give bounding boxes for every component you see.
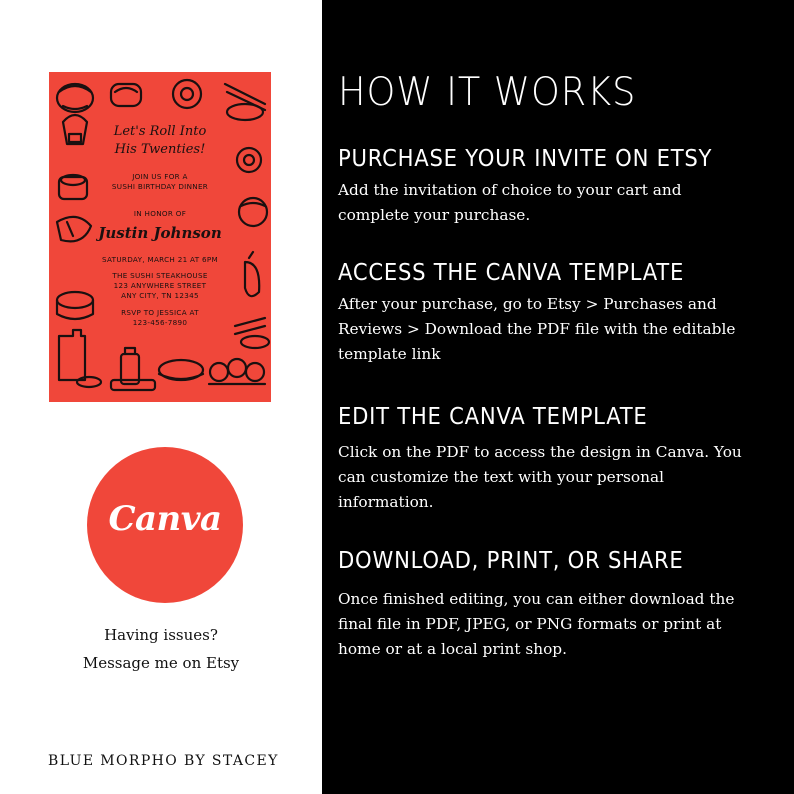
brand-name: BLUE MORPHO BY STACEY (48, 753, 279, 769)
invitation-venue: THE SUSHI STEAKHOUSE (112, 271, 208, 280)
step-3-title: EDIT THE CANVA TEMPLATE (338, 404, 648, 430)
invitation-address2: ANY CITY, TN 12345 (121, 291, 199, 300)
step-4-title: DOWNLOAD, PRINT, OR SHARE (338, 548, 684, 574)
invitation-join-line1: JOIN US FOR A (132, 172, 188, 181)
invitation-title-line1: Let's Roll Into (113, 124, 207, 139)
step-2-title: ACCESS THE CANVA TEMPLATE (338, 260, 685, 286)
help-line-1: Having issues? (104, 626, 218, 644)
invitation-title-line2: His Twenties! (114, 142, 206, 157)
step-3-description: Click on the PDF to access the design in Canva. You can customize the text with your personal information. (338, 443, 742, 511)
instructions-panel (322, 0, 794, 794)
step-4-description: Once finished editing, you can either download the final file in PDF, JPEG, or PNG formats or print at home or at a local print shop. (338, 590, 735, 658)
step-1-title: PURCHASE YOUR INVITE ON ETSY (338, 146, 713, 172)
invitation-preview (49, 72, 271, 402)
invitation-honor: IN HONOR OF (133, 209, 187, 218)
canva-logo-badge (87, 447, 243, 603)
step-1-description: Add the invitation of choice to your cart and complete your purchase. (338, 181, 682, 224)
step-2-description: After your purchase, go to Etsy > Purchases and Reviews > Download the PDF file with the editable template link (338, 295, 736, 363)
page-title: HOW IT WORKS (338, 70, 637, 115)
invitation-date: SATURDAY, MARCH 21 AT 6PM (102, 255, 218, 264)
help-line-2: Message me on Etsy (82, 654, 240, 672)
left-panel (0, 0, 322, 794)
invitation-rsvp: RSVP TO JESSICA AT (121, 308, 199, 317)
canva-logo-text: Canva (108, 499, 222, 539)
invitation-join-line2: SUSHI BIRTHDAY DINNER (111, 182, 209, 191)
invitation-phone: 123-456-7890 (132, 318, 188, 327)
invitation-address1: 123 ANYWHERE STREET (113, 281, 207, 290)
invitation-name: Justin Johnson (98, 224, 222, 242)
